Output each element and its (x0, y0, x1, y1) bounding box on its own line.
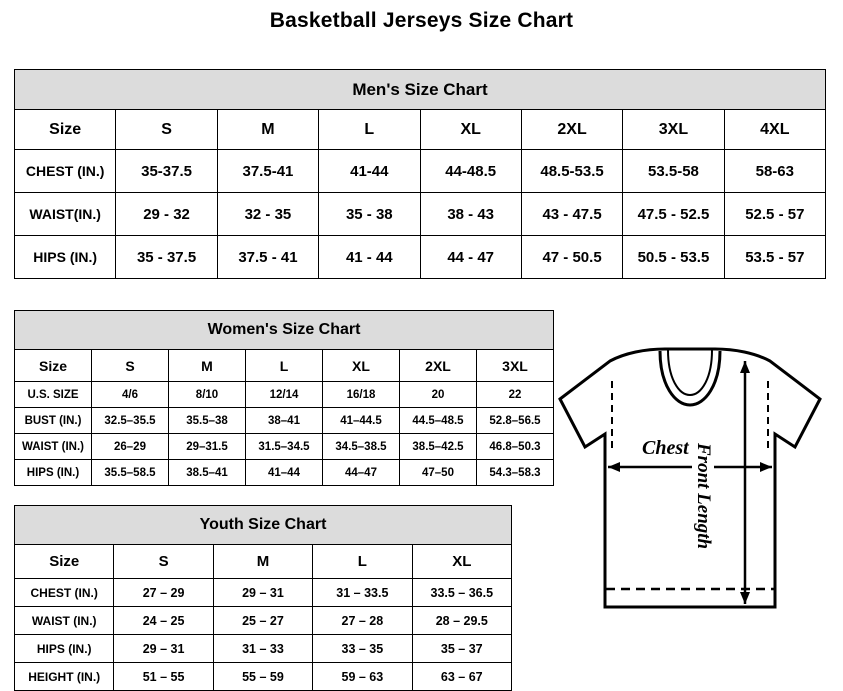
youth-chart-caption: Youth Size Chart (15, 506, 512, 545)
cell: 52.8–56.5 (477, 408, 554, 434)
cell: 27 – 28 (313, 607, 412, 635)
table-row (15, 236, 826, 279)
cell: 38 - 43 (420, 193, 521, 236)
table-row (15, 382, 554, 408)
row-label: WAIST (IN.) (15, 434, 92, 460)
cell: 38.5–42.5 (400, 434, 477, 460)
cell: 27 – 29 (114, 579, 213, 607)
cell: 31.5–34.5 (246, 434, 323, 460)
cell: 55 – 59 (213, 663, 312, 691)
cell: 44 - 47 (420, 236, 521, 279)
cell: 58-63 (724, 150, 825, 193)
cell: 35-37.5 (116, 150, 217, 193)
cell: 35 - 37.5 (116, 236, 217, 279)
youth-size-chart (14, 505, 512, 691)
cell: 4/6 (92, 382, 169, 408)
column-header: L (246, 350, 323, 382)
table-caption-row (15, 70, 826, 110)
table-row (15, 663, 512, 691)
column-header: S (92, 350, 169, 382)
cell: 34.5–38.5 (323, 434, 400, 460)
table-row (15, 579, 512, 607)
table-row (15, 434, 554, 460)
column-header: 2XL (400, 350, 477, 382)
row-label: HIPS (IN.) (15, 236, 116, 279)
cell: 47–50 (400, 460, 477, 486)
row-label: CHEST (IN.) (15, 150, 116, 193)
cell: 35 - 38 (319, 193, 420, 236)
cell: 38.5–41 (169, 460, 246, 486)
table-row (15, 460, 554, 486)
cell: 35 – 37 (412, 635, 511, 663)
jersey-measurement-diagram (540, 339, 840, 679)
cell: 29–31.5 (169, 434, 246, 460)
cell: 63 – 67 (412, 663, 511, 691)
cell: 47.5 - 52.5 (623, 193, 724, 236)
cell: 59 – 63 (313, 663, 412, 691)
cell: 22 (477, 382, 554, 408)
page-title: Basketball Jerseys Size Chart (269, 9, 574, 32)
cell: 53.5 - 57 (724, 236, 825, 279)
column-header: 2XL (521, 110, 622, 150)
column-header: M (213, 545, 312, 579)
column-header: S (114, 545, 213, 579)
cell: 43 - 47.5 (521, 193, 622, 236)
cell: 24 – 25 (114, 607, 213, 635)
womens-size-table (14, 310, 554, 486)
cell: 53.5-58 (623, 150, 724, 193)
cell: 44.5–48.5 (400, 408, 477, 434)
row-label: WAIST(IN.) (15, 193, 116, 236)
cell: 8/10 (169, 382, 246, 408)
cell: 41–44 (246, 460, 323, 486)
column-header: S (116, 110, 217, 150)
cell: 25 – 27 (213, 607, 312, 635)
cell: 41–44.5 (323, 408, 400, 434)
column-header: L (319, 110, 420, 150)
cell: 54.3–58.3 (477, 460, 554, 486)
cell: 46.8–50.3 (477, 434, 554, 460)
youth-size-table (14, 505, 512, 691)
row-label: HEIGHT (IN.) (15, 663, 114, 691)
cell: 44–47 (323, 460, 400, 486)
table-row (15, 607, 512, 635)
column-header: XL (412, 545, 511, 579)
table-header-row (15, 545, 512, 579)
cell: 33.5 – 36.5 (412, 579, 511, 607)
chest-label: Chest (642, 437, 689, 459)
cell: 33 – 35 (313, 635, 412, 663)
column-header: M (217, 110, 318, 150)
front-length-label: Front Length (693, 443, 714, 550)
row-label: BUST (IN.) (15, 408, 92, 434)
mens-size-chart (14, 69, 826, 279)
column-header: Size (15, 350, 92, 382)
cell: 38–41 (246, 408, 323, 434)
column-header: 3XL (623, 110, 724, 150)
table-row (15, 193, 826, 236)
cell: 32 - 35 (217, 193, 318, 236)
cell: 26–29 (92, 434, 169, 460)
column-header: M (169, 350, 246, 382)
cell: 41-44 (319, 150, 420, 193)
cell: 28 – 29.5 (412, 607, 511, 635)
column-header: L (313, 545, 412, 579)
cell: 48.5-53.5 (521, 150, 622, 193)
cell: 29 – 31 (114, 635, 213, 663)
womens-chart-caption: Women's Size Chart (15, 311, 554, 350)
cell: 44-48.5 (420, 150, 521, 193)
table-header-row (15, 110, 826, 150)
cell: 20 (400, 382, 477, 408)
cell: 31 – 33 (213, 635, 312, 663)
row-label: CHEST (IN.) (15, 579, 114, 607)
cell: 37.5 - 41 (217, 236, 318, 279)
cell: 12/14 (246, 382, 323, 408)
row-label: WAIST (IN.) (15, 607, 114, 635)
cell: 35.5–38 (169, 408, 246, 434)
cell: 51 – 55 (114, 663, 213, 691)
cell: 52.5 - 57 (724, 193, 825, 236)
cell: 47 - 50.5 (521, 236, 622, 279)
column-header: XL (323, 350, 400, 382)
row-label: HIPS (IN.) (15, 635, 114, 663)
mens-size-table (14, 69, 826, 279)
column-header: Size (15, 545, 114, 579)
column-header: Size (15, 110, 116, 150)
womens-size-chart (14, 310, 554, 486)
cell: 29 - 32 (116, 193, 217, 236)
table-row (15, 150, 826, 193)
cell: 50.5 - 53.5 (623, 236, 724, 279)
cell: 16/18 (323, 382, 400, 408)
column-header: 3XL (477, 350, 554, 382)
table-caption-row (15, 311, 554, 350)
cell: 37.5-41 (217, 150, 318, 193)
column-header: 4XL (724, 110, 825, 150)
cell: 32.5–35.5 (92, 408, 169, 434)
row-label: HIPS (IN.) (15, 460, 92, 486)
table-header-row (15, 350, 554, 382)
cell: 41 - 44 (319, 236, 420, 279)
table-row (15, 635, 512, 663)
cell: 35.5–58.5 (92, 460, 169, 486)
table-row (15, 408, 554, 434)
table-caption-row (15, 506, 512, 545)
mens-chart-caption: Men's Size Chart (15, 70, 826, 110)
column-header: XL (420, 110, 521, 150)
cell: 29 – 31 (213, 579, 312, 607)
row-label: U.S. SIZE (15, 382, 92, 408)
cell: 31 – 33.5 (313, 579, 412, 607)
